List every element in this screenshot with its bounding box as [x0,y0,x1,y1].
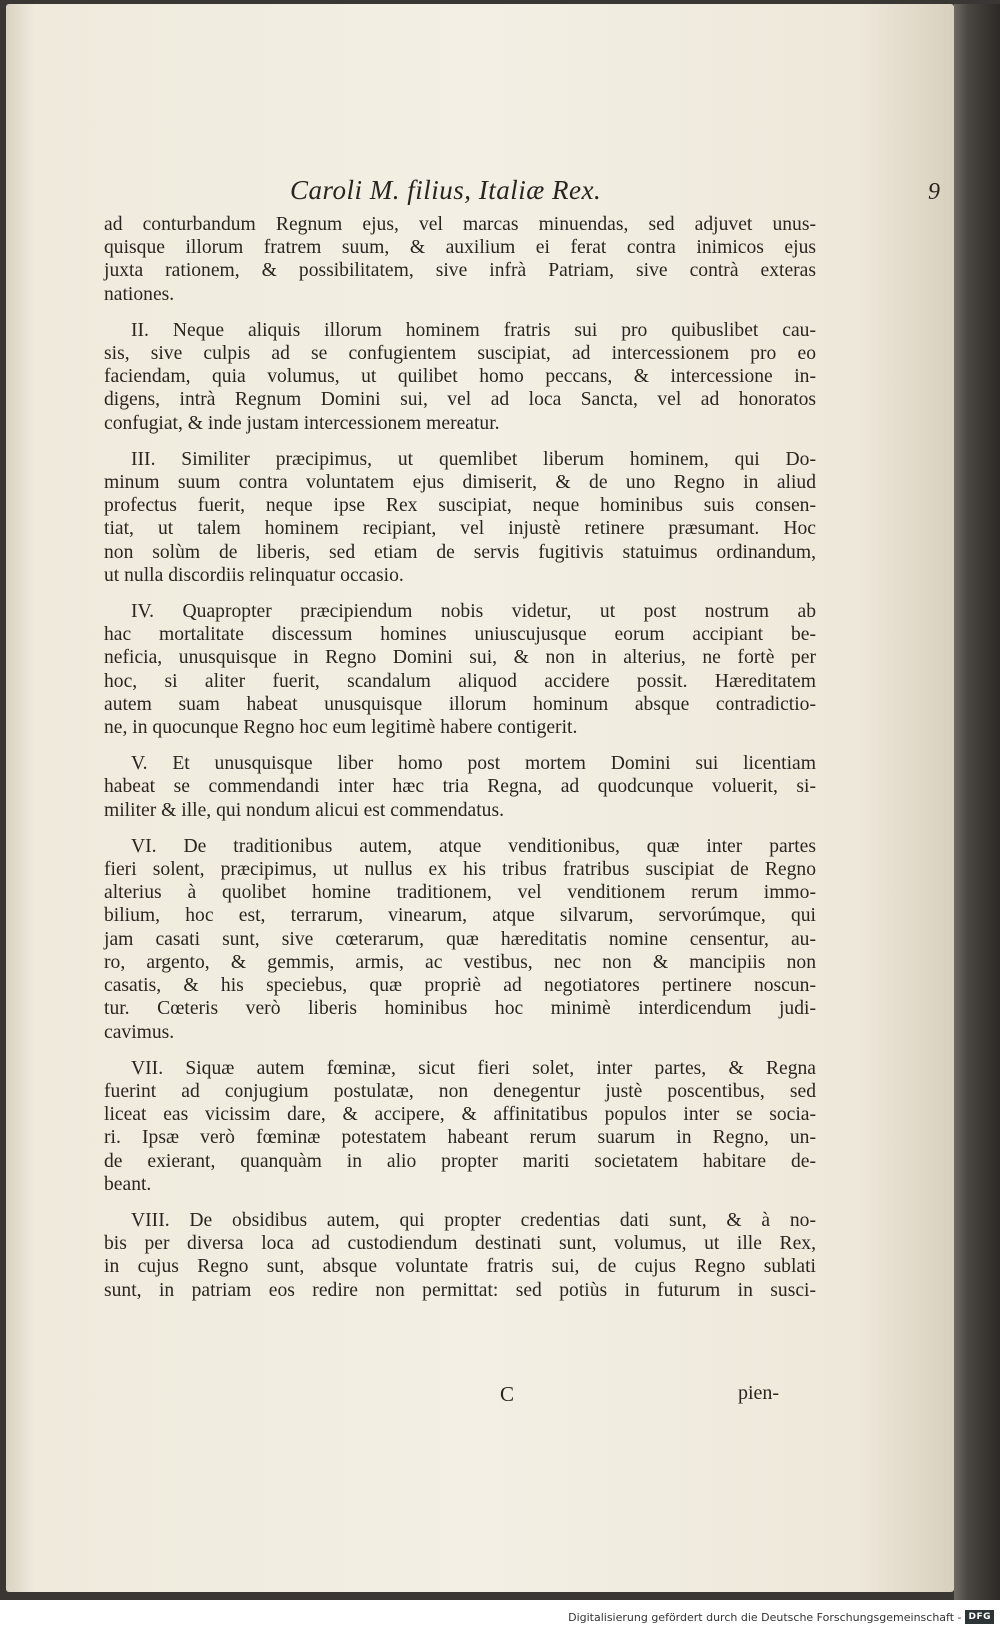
text-line: fuerint ad conjugium postulatæ, non denegentur justè poscentibus, sed [104,1080,816,1102]
digitization-footer [568,1607,994,1627]
text-line: militer & ille, qui nondum alicui est commendatus. [104,799,504,821]
text-line: fieri solent, præcipimus, ut nullus ex his tribus fratribus suscipiat de Regno [104,859,816,881]
text-line: ro, argento, & gemmis, armis, ac vestibus, nec non & mancipiis non [104,951,816,973]
text-line: nationes. [104,283,175,305]
catchword: pien- [738,1382,780,1404]
text-line: profectus fuerit, neque ipse Rex suscipiat, neque hominibus suis consen- [104,495,816,517]
text-line: ut nulla discordiis relinquatur occasio. [104,564,404,586]
running-head [290,175,940,215]
text-line: faciendam, quia volumus, ut quilibet homo peccans, & intercessione in- [104,366,816,388]
text-line: VIII. De obsidibus autem, qui propter credentias dati sunt, & à no- [131,1209,816,1231]
book-binding-edge [954,4,1000,1600]
text-line: non solùm de liberis, sed etiam de servis fugitivis statuimus ordinandum, [104,541,816,563]
text-line: sis, sive culpis ad se confugientem suscipiat, ad intercessionem pro eo [104,343,816,365]
text-line: ri. Ipsæ verò fœminæ potestatem habeant rerum suarum in Regno, un- [104,1127,816,1149]
running-title: Caroli M. filius, Italiæ Rex. [290,175,602,205]
text-line: de exierant, quanquàm in alio propter mariti societatem habitare de- [104,1150,816,1172]
signature-mark: C [500,1382,515,1406]
text-line: cavimus. [104,1021,175,1043]
text-line: III. Similiter præcipimus, ut quemlibet liberum hominem, qui Do- [131,448,816,470]
text-line: juxta rationem, & possibilitatem, sive infrà Patriam, sive contrà exteras [104,260,816,282]
text-line: liceat eas vicissim dare, & accipere, & affinitatibus populos inter se socia- [104,1104,816,1126]
paragraph [104,1057,816,1196]
text-line: quisque illorum fratrem suum, & auxilium ei ferat contra inimicos ejus [104,237,816,259]
paragraph [104,752,816,822]
paragraph [104,600,816,739]
text-line: neficia, unusquisque in Regno Domini sui, & non in alterius, ne fortè per [104,647,816,669]
paragraph [104,319,816,435]
text-line: VI. De traditionibus autem, atque venditionibus, quæ inter partes [131,835,816,857]
text-line: ad conturbandum Regnum ejus, vel marcas minuendas, sed adjuvet unus- [104,214,816,235]
text-line: tur. Cœteris verò liberis hominibus hoc minimè interdicendum judi- [104,998,816,1020]
text-line: bilium, hoc est, terrarum, vinearum, atque silvarum, servorúmque, qui [104,905,816,927]
footer-credit: Digitalisierung gefördert durch die Deutsche Forschungsgemeinschaft - [568,1610,962,1624]
text-line: tiat, ut talem hominem recipiant, vel injustè retinere præsumant. Hoc [104,518,816,540]
text-line: hoc, si aliter fuerit, scandalum aliquod accidere possit. Hæreditatem [104,670,816,692]
paragraph [104,448,816,587]
text-line: VII. Siquæ autem fœminæ, sicut fieri solet, inter partes, & Regna [131,1057,816,1079]
body-text [104,213,816,1315]
text-line: bis per diversa loca ad custodiendum destinati sunt, volumus, ut ille Rex, [104,1233,816,1255]
text-line: II. Neque aliquis illorum hominem fratris sui pro quibuslibet cau- [131,319,816,341]
page-number: 9 [928,179,940,205]
text-line: beant. [104,1173,152,1195]
text-line: V. Et unusquisque liber homo post mortem Domini sui licentiam [131,753,816,775]
text-line: digens, intrà Regnum Domini sui, vel ad loca Sancta, vel ad honoratos [104,389,816,411]
text-line: IV. Quapropter præcipiendum nobis videtur, ut post nostrum ab [131,601,816,623]
dfg-logo: DFG [965,1610,994,1624]
text-line: ne, in quocunque Regno hoc eum legitimè habere contigerit. [104,717,578,739]
text-line: jam casati sunt, sive cœterarum, quæ hæreditatis nomine censentur, au- [104,928,816,950]
text-line: casatis, & his speciebus, quæ propriè ad negotiatores pertinere noscun- [104,975,816,997]
text-line: confugiat, & inde justam intercessionem mereatur. [104,412,500,434]
paragraph [104,213,816,306]
text-line: hac mortalitate discessum homines uniuscujusque eorum accipiant be- [104,624,816,646]
text-line: sunt, in patriam eos redire non permittat: sed potiùs in futurum in susci- [104,1279,816,1301]
paragraph [104,1209,816,1302]
text-line: in cujus Regno sunt, absque voluntate fratris sui, de cujus Regno sublati [104,1256,816,1278]
text-line: minum suum contra voluntatem ejus dimiserit, & de uno Regno in aliud [104,472,816,494]
text-line: alterius à quolibet homine traditionem, vel venditionem rerum immo- [104,882,816,904]
text-line: habeat se commendandi inter hæc tria Regna, ad quodcunque voluerit, si- [104,776,816,798]
paragraph [104,835,816,1044]
text-line: autem suam habeat unusquisque illorum hominum absque contradictio- [104,693,816,715]
